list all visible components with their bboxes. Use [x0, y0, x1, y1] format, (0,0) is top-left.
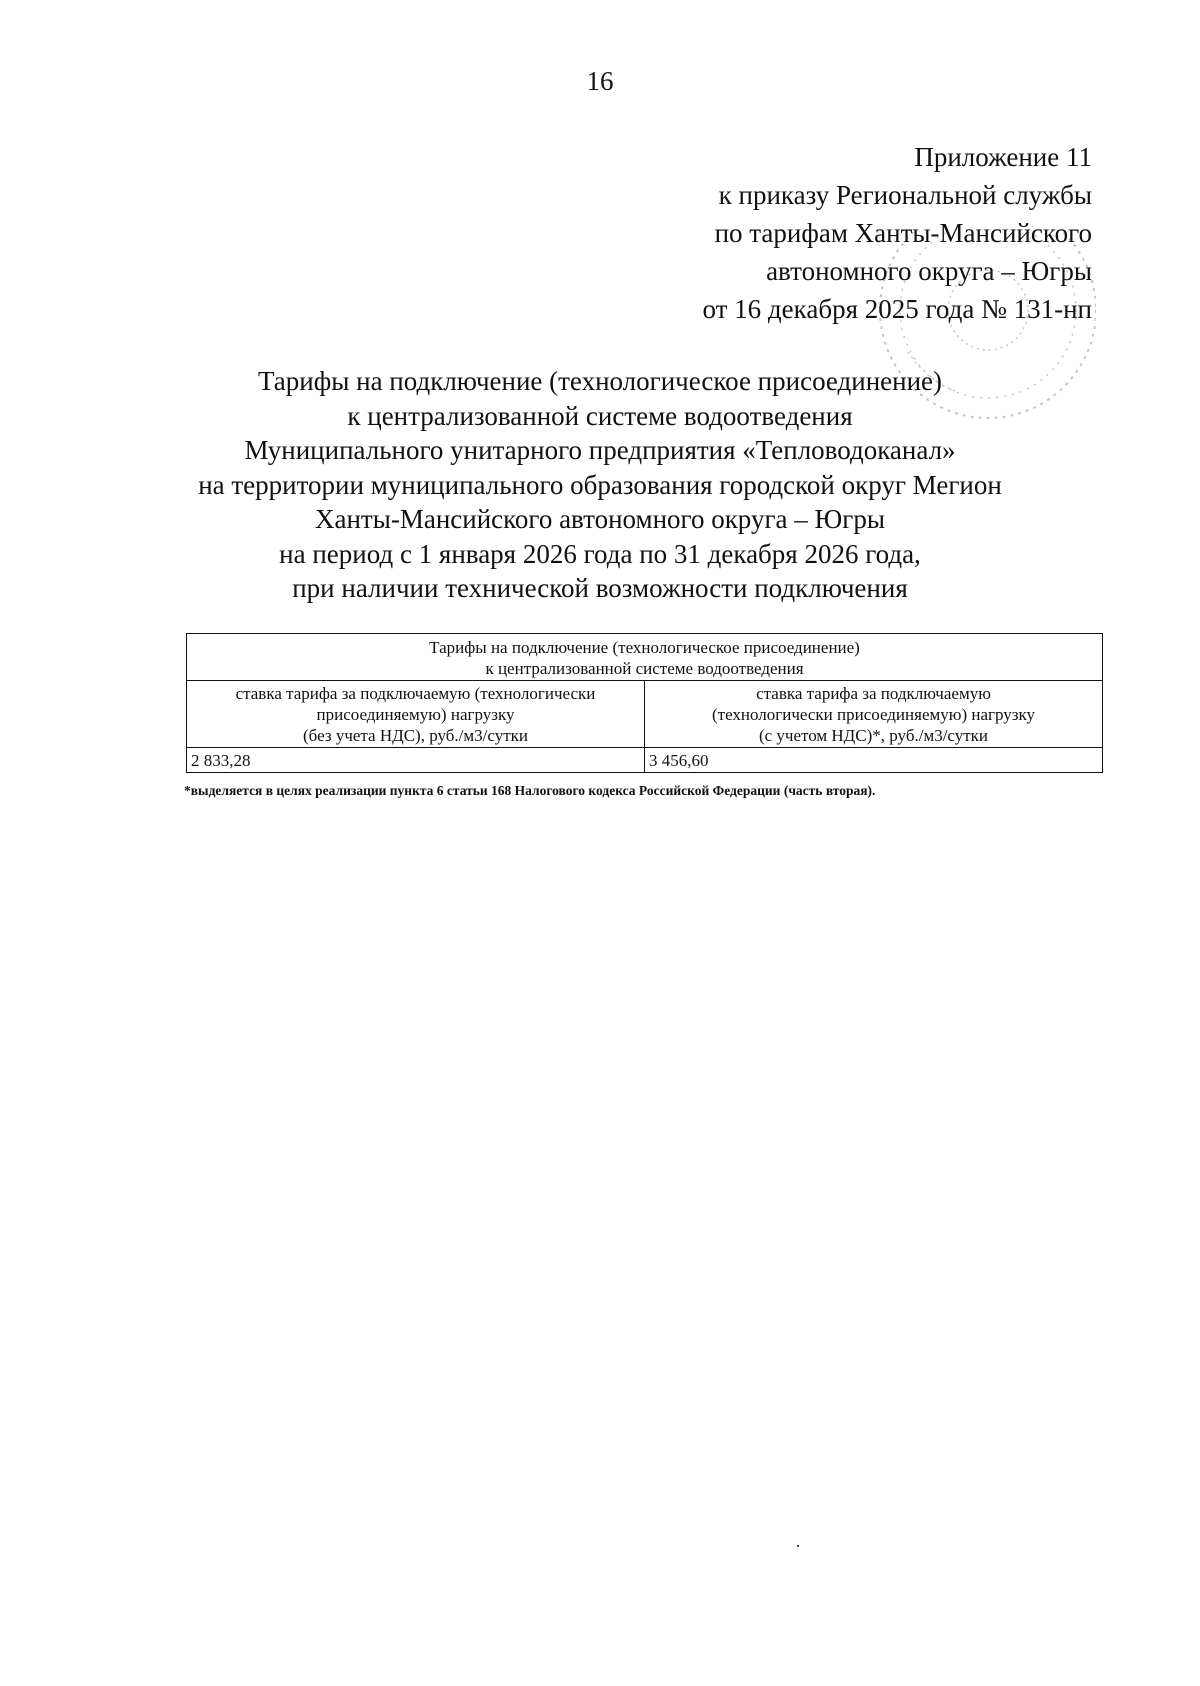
document-title [0, 364, 1200, 606]
appendix-line: по тарифам Ханты-Мансийского [714, 218, 1092, 248]
title-line: к централизованной системе водоотведения [347, 400, 853, 431]
title-line: Ханты-Мансийского автономного округа – Югры [315, 504, 885, 534]
value-with-vat: 3 456,60 [645, 748, 1103, 773]
table-header-line: Тарифы на подключение (технологическое присоединение) [429, 638, 860, 657]
title-line: при наличии технической возможности подключения [292, 573, 908, 603]
appendix-line: Приложение 11 [914, 142, 1092, 172]
column-header-line: (без учета НДС), руб./м3/сутки [303, 726, 528, 745]
appendix-line: от 16 декабря 2025 года № 131-нп [702, 294, 1092, 324]
table-header-cell [187, 634, 1103, 681]
table-header-row [187, 634, 1103, 681]
footnote: *выделяется в целях реализации пункта 6 статьи 168 Налогового кодекса Российской Федерации (часть вторая). [184, 783, 876, 798]
appendix-line: автономного округа – Югры [766, 256, 1092, 286]
table-header-line: к централизованной системе водоотведения [485, 659, 804, 678]
column-header-line: ставка тарифа за подключаемую (технологически [235, 684, 596, 703]
appendix-line: к приказу Региональной службы [718, 180, 1092, 210]
value-without-vat: 2 833,28 [187, 748, 645, 773]
scan-speck [797, 1545, 799, 1547]
column-header-line: (с учетом НДС)*, руб./м3/сутки [758, 726, 989, 745]
tariff-table [186, 633, 1103, 773]
column-header-line: (технологически присоединяемую) нагрузку [712, 705, 1035, 724]
table-column-headers-row [187, 681, 1103, 748]
column-header-with-vat [645, 681, 1103, 748]
title-line: Тарифы на подключение (технологическое присоединение) [257, 366, 943, 396]
table-row [187, 748, 1103, 773]
title-line: на период с 1 января 2026 года по 31 декабря 2026 года, [279, 538, 921, 569]
title-line: Муниципального унитарного предприятия «Тепловодоканал» [244, 435, 956, 465]
column-header-line: ставка тарифа за подключаемую [756, 684, 991, 703]
column-header-line: присоединяемую) нагрузку [316, 705, 515, 724]
column-header-without-vat [187, 681, 645, 748]
page-number: 16 [586, 66, 614, 96]
title-line: на территории муниципального образования городской округ Мегион [198, 469, 1002, 500]
